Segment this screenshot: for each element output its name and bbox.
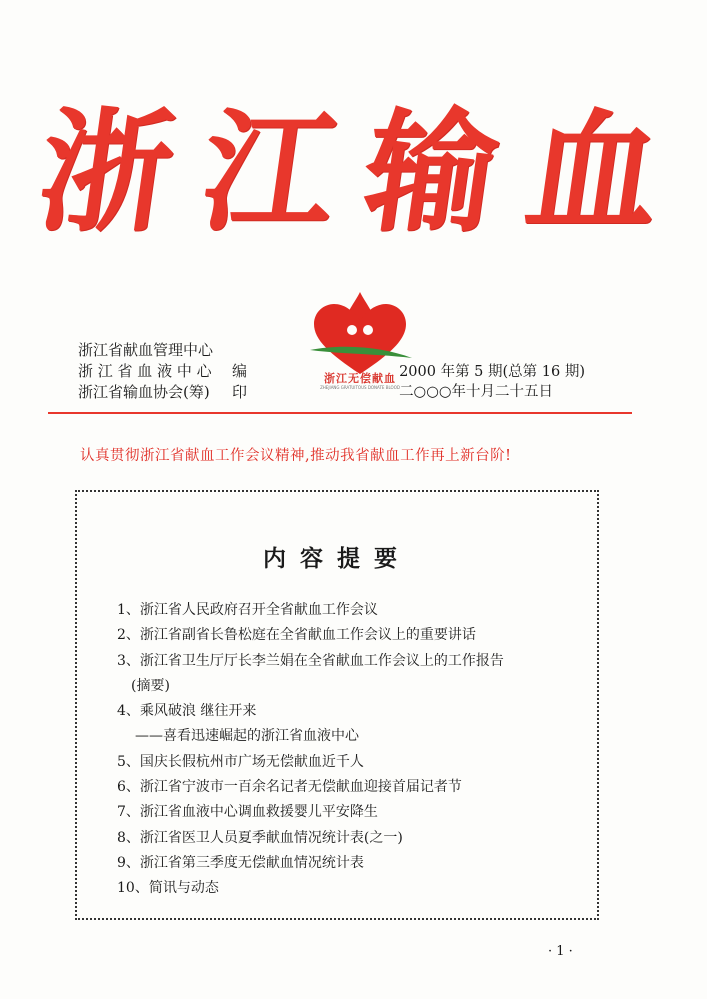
- edit-label: 编印: [232, 362, 248, 401]
- editor-block: [78, 340, 248, 403]
- toc-item: 7、浙江省血液中心调血救援婴儿平安降生: [117, 804, 378, 821]
- toc-item: ——喜看迅速崛起的浙江省血液中心: [135, 728, 359, 745]
- toc-item: 5、国庆长假杭州市广场无偿献血近千人: [117, 753, 364, 770]
- page-number: · 1 ·: [548, 944, 573, 959]
- slogan: 认真贯彻浙江省献血工作会议精神,推动我省献血工作再上新台阶!: [80, 448, 512, 464]
- header-divider: [48, 412, 632, 414]
- toc-item: 1、浙江省人民政府召开全省献血工作会议: [117, 602, 378, 618]
- masthead-char: 血: [517, 95, 671, 250]
- toc-list: [117, 598, 587, 902]
- masthead-char: 浙: [29, 95, 183, 250]
- toc-item: 9、浙江省第三季度无偿献血情况统计表: [117, 854, 364, 871]
- toc-item: (摘要): [131, 677, 170, 694]
- issue-date: 二○○○年十月二十五日: [399, 384, 554, 400]
- toc-item: 3、浙江省卫生厅厅长李兰娟在全省献血工作会议上的工作报告: [117, 652, 504, 669]
- masthead-title: [29, 88, 671, 258]
- logo-subtext: ZHEJIANG GRATUITOUS DONATE BLOOD: [320, 385, 400, 390]
- toc-item: 2、浙江省副省长鲁松庭在全省献血工作会议上的重要讲话: [117, 627, 476, 644]
- toc-item: 10、简讯与动态: [117, 880, 219, 897]
- editor-org: 浙江省输血协会(筹): [78, 383, 210, 401]
- toc-item: 6、浙江省宁波市一百余名记者无偿献血迎接首届记者节: [117, 779, 462, 796]
- contents-frame: [75, 490, 599, 920]
- logo-text: 浙江无偿献血: [324, 372, 396, 385]
- toc-item: 4、乘风破浪 继往开来: [117, 703, 257, 720]
- issue-number: 2000 年第 5 期(总第 16 期): [399, 364, 585, 380]
- editor-org: 浙 江 省 血 液 中 心: [78, 362, 212, 380]
- editor-org: 浙江省献血管理中心: [78, 341, 214, 359]
- masthead-char: 输: [354, 95, 509, 250]
- toc-item: 8、浙江省医卫人员夏季献血情况统计表(之一): [117, 829, 403, 846]
- toc-title: 内容提要: [263, 545, 411, 572]
- masthead-char: 江: [191, 95, 346, 250]
- issue-info: [399, 362, 585, 402]
